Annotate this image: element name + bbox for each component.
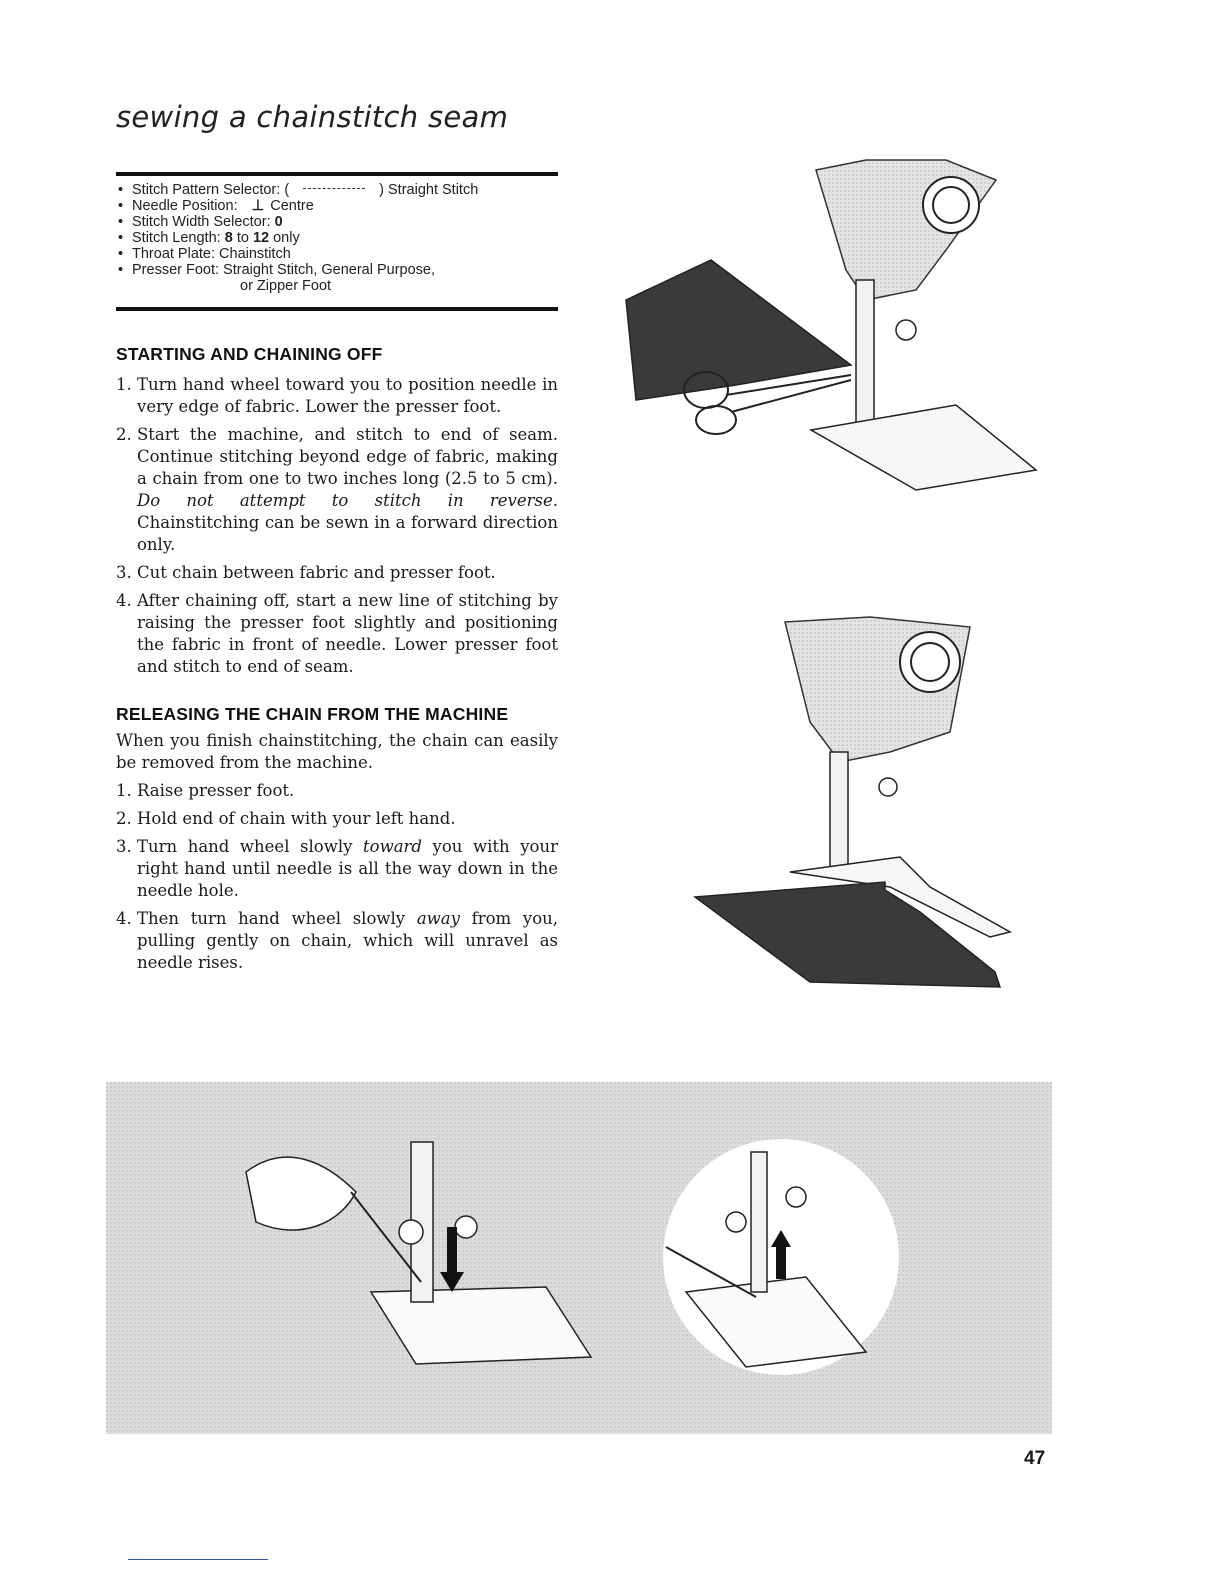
stitch-length-to-word: to — [236, 230, 249, 246]
stitch-length-label: Stitch Length: — [132, 230, 221, 246]
needle-position-value: Centre — [270, 198, 314, 214]
section-releasing — [116, 704, 558, 980]
step-number: 3. — [116, 563, 132, 582]
step-number: 2. — [116, 809, 132, 828]
list-item — [116, 424, 558, 556]
step-number: 1. — [116, 375, 132, 394]
tension-dial-icon — [900, 632, 960, 692]
straight-stitch-symbol — [303, 188, 365, 189]
step-text-italic: away — [416, 909, 460, 928]
list-item — [116, 374, 558, 418]
step-text: Turn hand wheel slowly — [137, 837, 353, 856]
list-item — [116, 590, 558, 678]
step-number: 4. — [116, 591, 132, 610]
step-text: Hold end of chain with your left hand. — [137, 809, 456, 828]
stitch-width-setting — [118, 214, 478, 230]
stitch-pattern-value: ) Straight Stitch — [379, 182, 479, 198]
step-text-italic: Do not attempt to stitch in reverse. — [137, 491, 558, 510]
tension-dial-icon — [923, 177, 979, 233]
needle-bar-shape — [830, 752, 848, 872]
step-number: 2. — [116, 425, 132, 444]
fabric-positioning-illustration — [690, 612, 1020, 992]
section2-heading: RELEASING THE CHAIN FROM THE MACHINE — [116, 704, 509, 724]
footer-rule — [128, 1559, 268, 1560]
section2-steps — [116, 780, 558, 974]
releasing-chain-illustration — [106, 1082, 1052, 1434]
page-number: 47 — [1024, 1448, 1046, 1469]
presser-foot-cont-text: or Zipper Foot — [240, 278, 332, 294]
shaded-background — [106, 1082, 1052, 1434]
step-text: Chainstitching can be sewn in a forward direction only. — [137, 513, 558, 554]
section1-steps — [116, 374, 558, 678]
presser-screw-icon — [726, 1212, 746, 1232]
stitch-pattern-setting — [118, 182, 478, 198]
stitch-length-to: 12 — [252, 230, 270, 246]
stitch-length-setting — [118, 230, 478, 246]
step-text: from you, pulling gently on chain, which will unravel as needle rises. — [137, 909, 559, 972]
step-number: 3. — [116, 837, 132, 856]
fabric-shape — [626, 260, 851, 400]
step-number: 1. — [116, 781, 132, 800]
section1-heading: STARTING AND CHAINING OFF — [116, 344, 383, 364]
step-text: After chaining off, start a new line of stitching by raising the presser foot slightly and positioning the fabric in front of needle. Lower presser foot and stitch to end of seam. — [137, 591, 558, 676]
needle-position-label: Needle Position: — [132, 198, 238, 214]
machine-head-shape — [816, 160, 996, 300]
list-item — [116, 562, 558, 584]
step-number: 4. — [116, 909, 132, 928]
chaining-off-illustration — [616, 150, 1046, 500]
presser-screw-icon — [879, 778, 897, 796]
presser-foot-text: Presser Foot: Straight Stitch, General Purpose, — [132, 262, 436, 278]
bottom-rule — [116, 307, 558, 311]
stitch-length-suffix: only — [273, 230, 300, 246]
list-item — [116, 908, 558, 974]
stitch-length-from: 8 — [224, 230, 233, 246]
list-item — [116, 808, 558, 830]
step-text: Cut chain between fabric and presser foot. — [137, 563, 496, 582]
settings-list — [118, 182, 478, 294]
presser-screw-icon — [399, 1220, 423, 1244]
throat-plate-setting — [118, 246, 478, 262]
step-text: Turn hand wheel toward you to position needle in very edge of fabric. Lower the presser foot. — [137, 375, 558, 416]
section-starting — [116, 344, 558, 684]
step-text-italic: toward — [363, 837, 422, 856]
throat-plate-shape — [811, 405, 1036, 490]
presser-screw-icon — [896, 320, 916, 340]
list-item — [116, 836, 558, 902]
step-text: Start the machine, and stitch to end of seam. Continue stitching beyond edge of fabric, making a chain from one to two inches long (2.5 to 5 cm). — [137, 425, 558, 488]
list-item — [116, 780, 558, 802]
needle-centre-icon: ⊥ — [251, 198, 265, 214]
section2-intro: When you finish chainstitching, the chain can easily be removed from the machine. — [116, 731, 558, 772]
stitch-pattern-label: Stitch Pattern Selector: ( — [132, 182, 290, 198]
needle-position-setting — [118, 198, 478, 214]
step-text: Then turn hand wheel slowly — [137, 909, 406, 928]
top-rule — [116, 172, 558, 176]
presser-foot-continued — [118, 278, 478, 294]
page-title: sewing a chainstitch seam — [116, 100, 509, 134]
fabric-shape — [695, 882, 1000, 987]
needle-bar-shape — [751, 1152, 767, 1292]
step-text: you with your right hand until needle is all the way down in the needle hole. — [137, 837, 558, 900]
stitch-width-label: Stitch Width Selector: — [132, 214, 271, 230]
stitch-width-value: 0 — [274, 214, 283, 230]
step-text: Raise presser foot. — [137, 781, 295, 800]
down-arrow-icon — [447, 1227, 457, 1275]
throat-plate-text: Throat Plate: Chainstitch — [132, 246, 291, 262]
presser-foot-setting — [118, 262, 478, 278]
needle-bar-shape — [856, 280, 874, 430]
